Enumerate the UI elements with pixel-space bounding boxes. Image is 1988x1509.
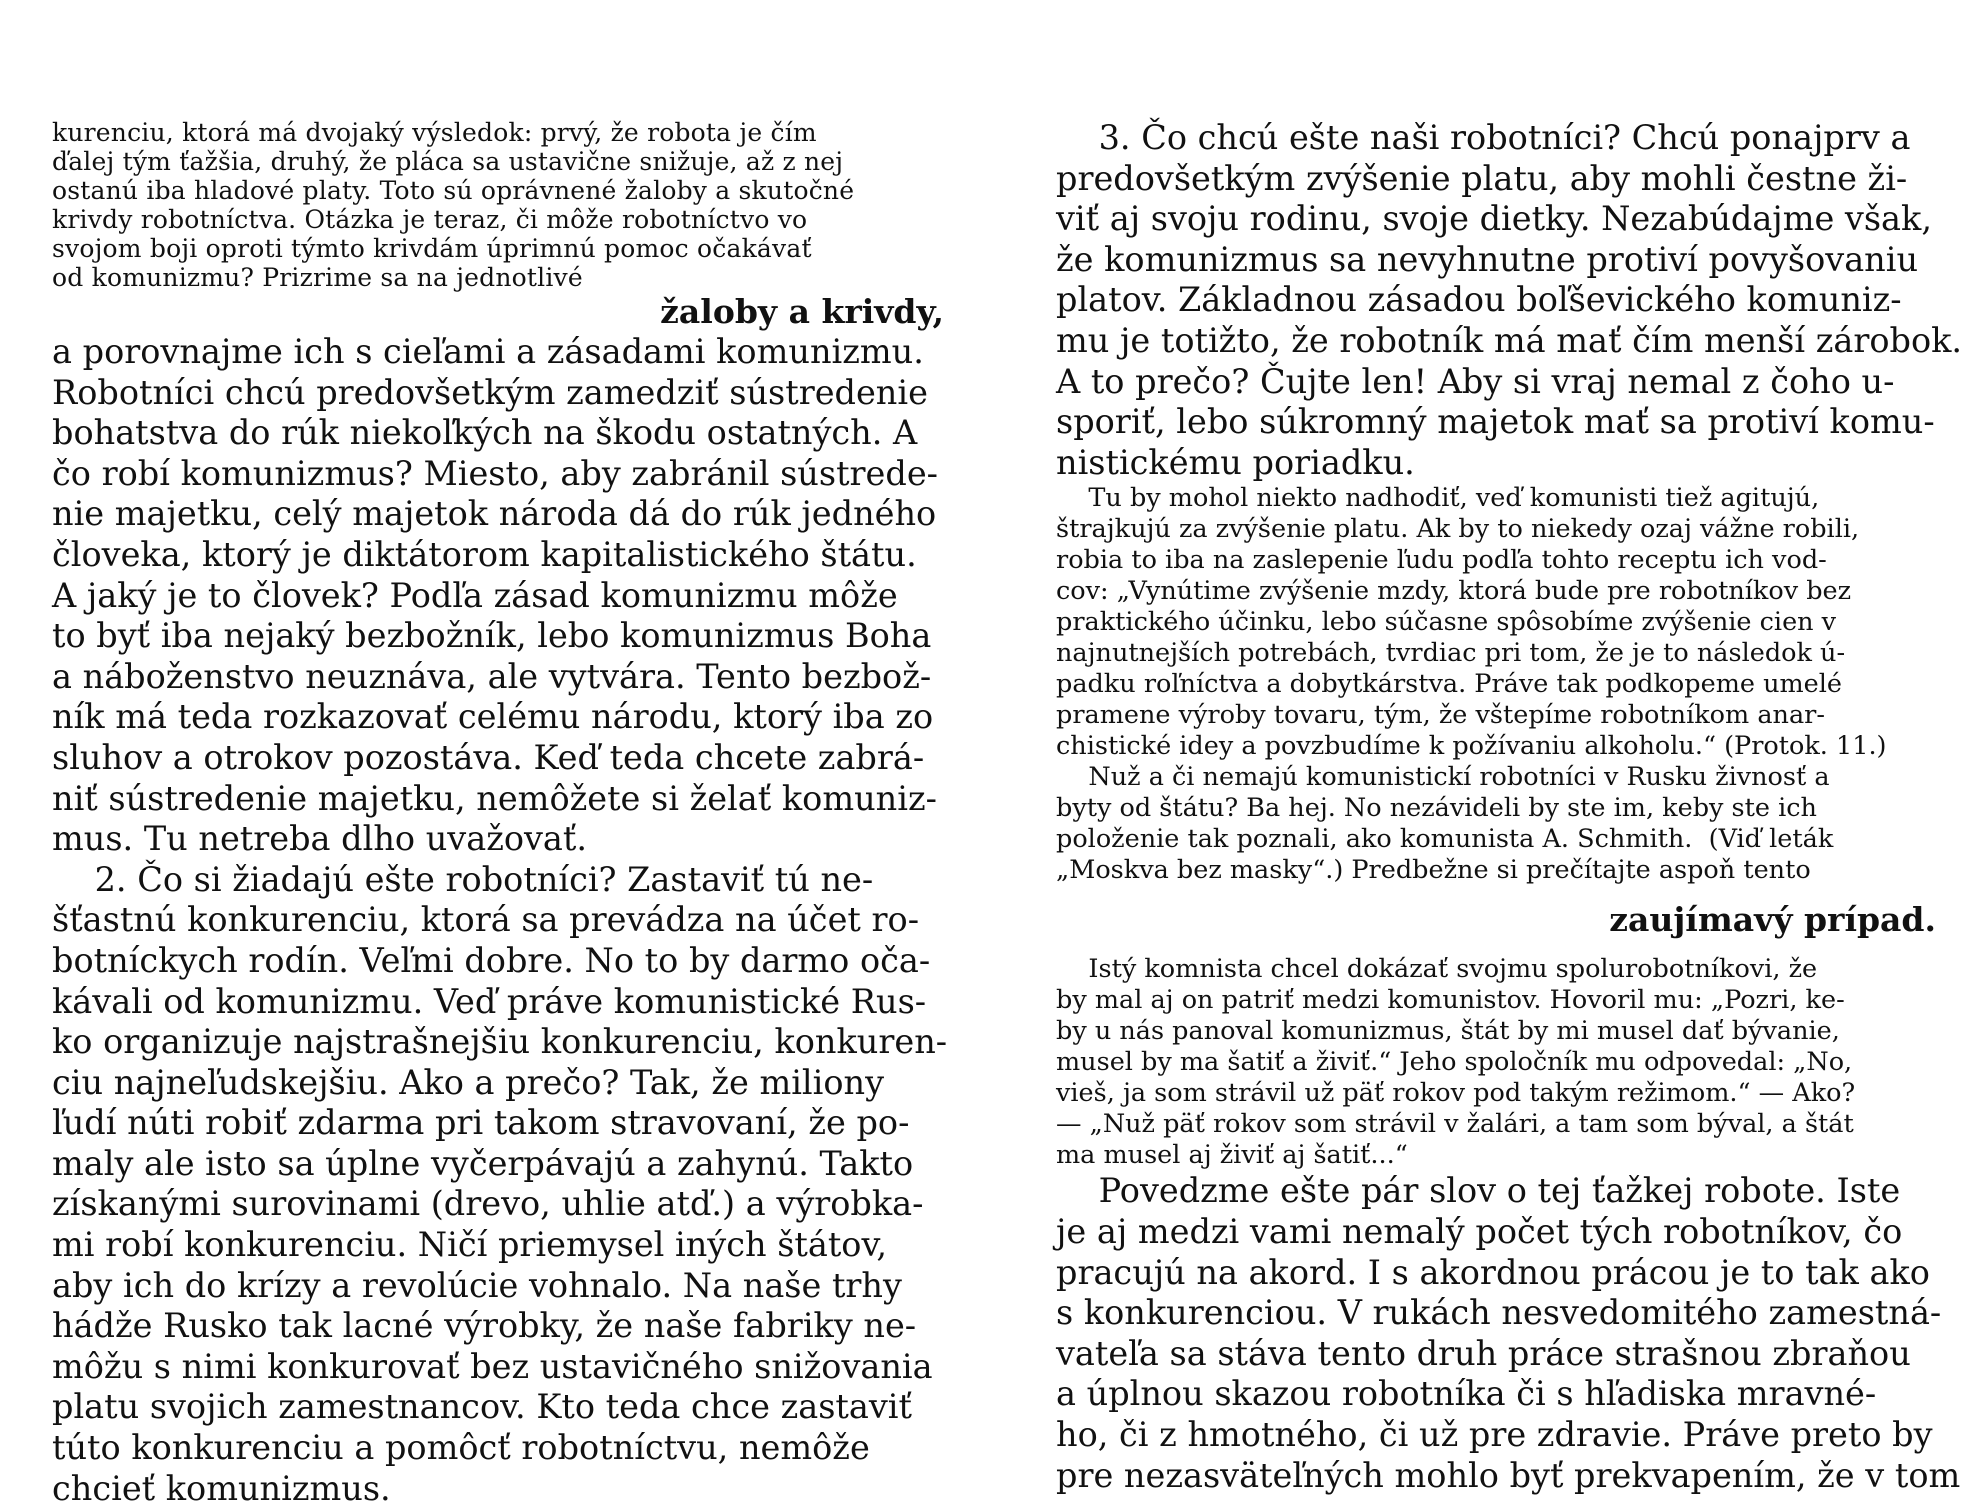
text-line: sluhov a otrokov pozostáva. Keď teda chcete zabrá- <box>52 737 925 777</box>
text-line: človeka, ktorý je diktátorom kapitalistického štátu. <box>52 534 917 574</box>
text-line: ciu najneľudskejšiu. Ako a prečo? Tak, že miliony <box>52 1062 885 1102</box>
right-top-paragraph <box>1056 118 1963 483</box>
text-line: nistickému poriadku. <box>1056 442 1415 482</box>
text-line: kurenciu, ktorá má dvojaký výsledok: prvý, že robota je čím <box>52 118 817 147</box>
text-line: môžu s nimi konkurovať bez ustavičného snižovania <box>52 1346 933 1386</box>
text-line: Povedzme ešte pár slov o tej ťažkej robote. Iste <box>1056 1171 1901 1211</box>
text-line: nie majetku, celý majetok národa dá do rúk jedného <box>52 494 937 534</box>
right-bottom-paragraph <box>1056 1171 1961 1496</box>
text-line: platov. Základnou zásadou boľševického komuniz- <box>1056 280 1902 320</box>
text-line: od komunizmu? Prizrime sa na jednotlivé <box>52 263 583 292</box>
text-line: ko organizuje najstrašnejšiu konkurenciu, konkuren- <box>52 1022 948 1062</box>
text-line: Robotníci chcú predovšetkým zamedziť sústredenie <box>52 372 928 412</box>
text-line: Istý komnista chcel dokázať svojmu spolurobotníkovi, že <box>1056 954 1818 985</box>
left-body-text <box>52 332 952 1509</box>
text-line: ostanú iba hladové platy. Toto sú oprávnené žaloby a skutočné <box>52 176 855 205</box>
text-line: robia to iba na zaslepenie ľudu podľa tohto receptu ich vod- <box>1056 545 1827 576</box>
text-line: mi robí konkurenciu. Ničí priemysel iných štátov, <box>52 1225 888 1265</box>
text-line: ho, či z hmotného, či už pre zdravie. Práve preto by <box>1056 1414 1933 1454</box>
text-line: že komunizmus sa nevyhnutne protiví povyšovaniu <box>1056 239 1919 279</box>
text-line: vieš, ja som strávil už päť rokov pod takým režimom.“ — Ako? <box>1056 1078 1856 1109</box>
text-line: kávali od komunizmu. Veď práve komunistické Rus- <box>52 981 927 1021</box>
text-line: niť sústredenie majetku, nemôžete si želať komuniz- <box>52 778 937 818</box>
text-line: botníckych rodín. Veľmi dobre. No to by darmo oča- <box>52 940 931 980</box>
anecdote-paragraph <box>1056 954 1944 1171</box>
text-line: ník má teda rozkazovať celému národu, ktorý iba zo <box>52 697 934 737</box>
text-line: — „Nuž päť rokov som strávil v žalári, a tam som býval, a štát <box>1056 1109 1854 1140</box>
text-line: ľudí núti robiť zdarma pri takom stravovaní, že po- <box>52 1103 910 1143</box>
left-intro-paragraph <box>52 118 952 292</box>
right-page <box>1056 118 1963 1496</box>
text-line: položenie tak poznali, ako komunista A. Schmith. (Viď leták <box>1056 824 1834 855</box>
text-line: aby ich do krízy a revolúcie vohnalo. Na naše trhy <box>52 1265 902 1305</box>
text-line: predovšetkým zvýšenie platu, aby mohli čestne ži- <box>1056 158 1908 198</box>
text-line: najnutnejších potrebách, tvrdiac pri tom, že je to následok ú- <box>1056 638 1846 669</box>
text-line: byty od štátu? Ba hej. No nezávideli by ste im, keby ste ich <box>1056 793 1817 824</box>
text-line: viť aj svoju rodinu, svoje dietky. Nezabúdajme však, <box>1056 199 1932 239</box>
text-line: Nuž a či nemajú komunistickí robotníci v Rusku živnosť a <box>1056 762 1830 793</box>
text-line: cov: „Vynútime zvýšenie mzdy, ktorá bude pre robotníkov bez <box>1056 576 1852 607</box>
text-line: čo robí komunizmus? Miesto, aby zabránil sústrede- <box>52 453 938 493</box>
text-line: to byť iba nejaký bezbožník, lebo komunizmus Boha <box>52 616 932 656</box>
right-small-print <box>1056 483 1944 886</box>
text-line: sporiť, lebo súkromný majetok mať sa protiví komu- <box>1056 402 1935 442</box>
text-line: mus. Tu netreba dlho uvažovať. <box>52 819 588 859</box>
left-page <box>52 118 952 1509</box>
text-line: ďalej tým ťažšia, druhý, že pláca sa ustavične snižuje, až z nej <box>52 147 844 176</box>
text-line: chcieť komunizmus. <box>52 1468 391 1508</box>
right-section-heading: zaujímavý prípad. <box>1609 900 1936 940</box>
text-line: 2. Čo si žiadajú ešte robotníci? Zastaviť tú ne- <box>52 859 874 899</box>
text-line: pramene výroby tovaru, tým, že vštepíme robotníkom anar- <box>1056 700 1825 731</box>
text-line: a náboženstvo neuznáva, ale vytvára. Tento bezbož- <box>52 656 932 696</box>
text-line: je aj medzi vami nemalý počet tých robotníkov, čo <box>1056 1211 1903 1251</box>
text-line: ma musel aj živiť aj šatiť...“ <box>1056 1140 1408 1171</box>
text-line: maly ale isto sa úplne vyčerpávajú a zahynú. Takto <box>52 1143 914 1183</box>
text-line: pracujú na akord. I s akordnou prácou je to tak ako <box>1056 1252 1930 1292</box>
text-line: padku roľníctva a dobytkárstva. Práve tak podkopeme umelé <box>1056 669 1843 700</box>
text-line: platu svojich zamestnancov. Kto teda chce zastaviť <box>52 1387 912 1427</box>
text-line: chistické idey a povzbudíme k požívaniu alkoholu.“ (Protok. 11.) <box>1056 731 1887 762</box>
text-line: bohatstva do rúk niekoľkých na škodu ostatných. A <box>52 413 918 453</box>
text-line: mu je totižto, že robotník má mať čím menší zárobok. <box>1056 320 1963 360</box>
text-line: a porovnajme ich s cieľami a zásadami komunizmu. <box>52 332 924 371</box>
text-line: A to prečo? Čujte len! Aby si vraj nemal z čoho u- <box>1056 361 1895 401</box>
text-line: svojom boji oproti týmto krivdám úprimnú pomoc očakávať <box>52 234 812 263</box>
text-line: šťastnú konkurenciu, ktorá sa prevádza na účet ro- <box>52 900 920 940</box>
text-line: hádže Rusko tak lacné výrobky, že naše fabriky ne- <box>52 1306 917 1346</box>
text-line: musel by ma šatiť a živiť.“ Jeho spoločník mu odpovedal: „No, <box>1056 1047 1853 1078</box>
text-line: s konkurenciou. V rukách nesvedomitého zamestná- <box>1056 1293 1942 1333</box>
text-line: by mal aj on patriť medzi komunistov. Hovoril mu: „Pozri, ke- <box>1056 985 1845 1016</box>
text-line: krivdy robotníctva. Otázka je teraz, či môže robotníctvo vo <box>52 205 808 234</box>
text-line: vateľa sa stáva tento druh práce strašnou zbraňou <box>1056 1333 1911 1373</box>
text-line: a úplnou skazou robotníka či s hľadiska mravné- <box>1056 1374 1877 1414</box>
text-line: získanými surovinami (drevo, uhlie atď.) a výrobka- <box>52 1184 924 1224</box>
text-line: A jaký je to človek? Podľa zásad komunizmu môže <box>52 575 898 615</box>
text-line: pre nezasväteľných mohlo byť prekvapením, že v tom <box>1056 1455 1961 1495</box>
text-line: praktického účinku, lebo súčasne spôsobíme zvýšenie cien v <box>1056 607 1837 638</box>
text-line: „Moskva bez masky“.) Predbežne si prečítajte aspoň tento <box>1056 855 1811 886</box>
text-line: štrajkujú za zvýšenie platu. Ak by to niekedy ozaj vážne robili, <box>1056 514 1860 545</box>
text-line: Tu by mohol niekto nadhodiť, veď komunisti tiež agitujú, <box>1056 483 1820 514</box>
text-line: túto konkurenciu a pomôcť robotníctvu, nemôže <box>52 1428 870 1468</box>
text-line: by u nás panoval komunizmus, štát by mi musel dať bývanie, <box>1056 1016 1840 1047</box>
text-line: 3. Čo chcú ešte naši robotníci? Chcú ponajprv a <box>1056 118 1911 157</box>
left-section-heading: žaloby a krivdy, <box>660 292 944 331</box>
